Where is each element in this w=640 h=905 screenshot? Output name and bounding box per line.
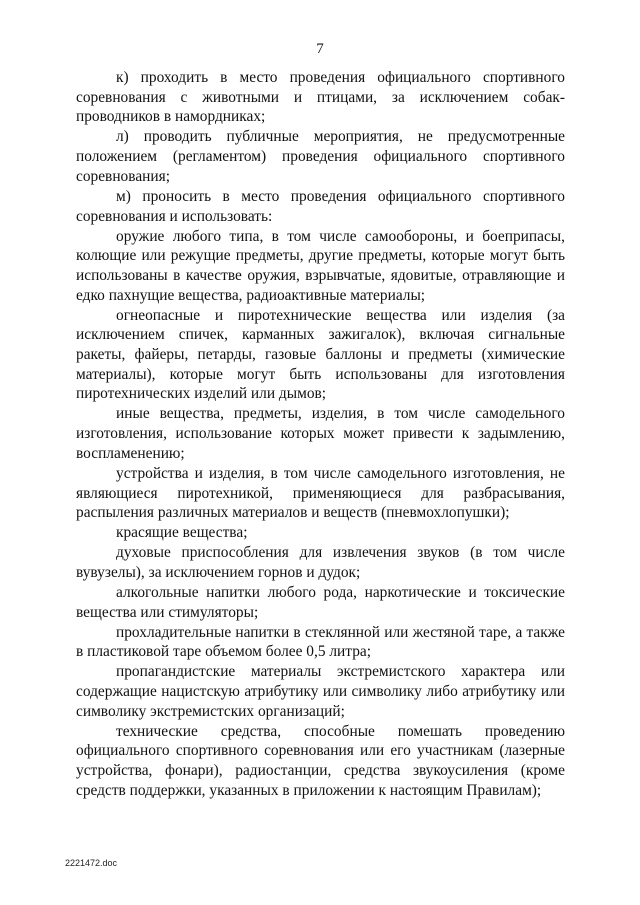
paragraph-item-l: л) проводить публичные мероприятия, не предусмотренные положением (регламентом) проведения официального спортивного соревнования; xyxy=(76,128,565,185)
paragraph-other-substances: иные вещества, предметы, изделия, в том числе самодельного изготовления, использование которых может привести к задымлению, воспламенению; xyxy=(76,405,565,462)
document-body xyxy=(76,68,565,801)
paragraph-pyrotechnics: огнеопасные и пиротехнические вещества или изделия (за исключением спичек, карманных зажигалок), включая сигнальные ракеты, файеры, петарды, газовые баллоны и предметы (химические материалы), которые могут быть использованы для изготовления пиротехнических изделий или дымов; xyxy=(76,306,565,403)
paragraph-propaganda: пропагандистские материалы экстремистского характера или содержащие нацистскую атрибутику или символику либо атрибутику или символику экстремистских организаций; xyxy=(76,663,565,720)
paragraph-soft-drinks: прохладительные напитки в стеклянной или жестяной таре, а также в пластиковой таре объемом более 0,5 литра; xyxy=(76,623,565,661)
page-number: 7 xyxy=(316,41,324,57)
paragraph-dyes: красящие вещества; xyxy=(116,524,248,542)
file-name-footer: 2221472.doc xyxy=(65,858,118,868)
paragraph-item-k: к) проходить в место проведения официального спортивного соревнования с животными и птицами, за исключением собак-проводников в намордниках; xyxy=(76,69,565,126)
paragraph-devices: устройства и изделия, в том числе самодельного изготовления, не являющиеся пиротехникой, применяющиеся для разбрасывания, распыления различных материалов и веществ (пневмохлопушки); xyxy=(76,464,565,522)
paragraph-weapons: оружие любого типа, в том числе самообороны, и боеприпасы, колющие или режущие предметы, другие предметы, которые могут быть использованы в качестве оружия, взрывчатые, ядовитые, отравляющие и едко пахнущие вещества, радиоактивные материалы; xyxy=(76,227,565,304)
paragraph-technical-means: технические средства, способные помешать проведению официального спортивного соревнования или его участникам (лазерные устройства, фонари), радиостанции, средства звукоусиления (кроме средств поддержки, указанных в приложении к настоящим Правилам); xyxy=(76,722,565,799)
paragraph-wind-instruments: духовые приспособления для извлечения звуков (в том числе вувузелы), за исключением горнов и дудок; xyxy=(76,544,565,581)
paragraph-alcohol: алкогольные напитки любого рода, наркотические и токсические вещества или стимуляторы; xyxy=(76,583,565,621)
paragraph-item-m: м) проносить в место проведения официального спортивного соревнования и использовать: xyxy=(76,187,565,225)
